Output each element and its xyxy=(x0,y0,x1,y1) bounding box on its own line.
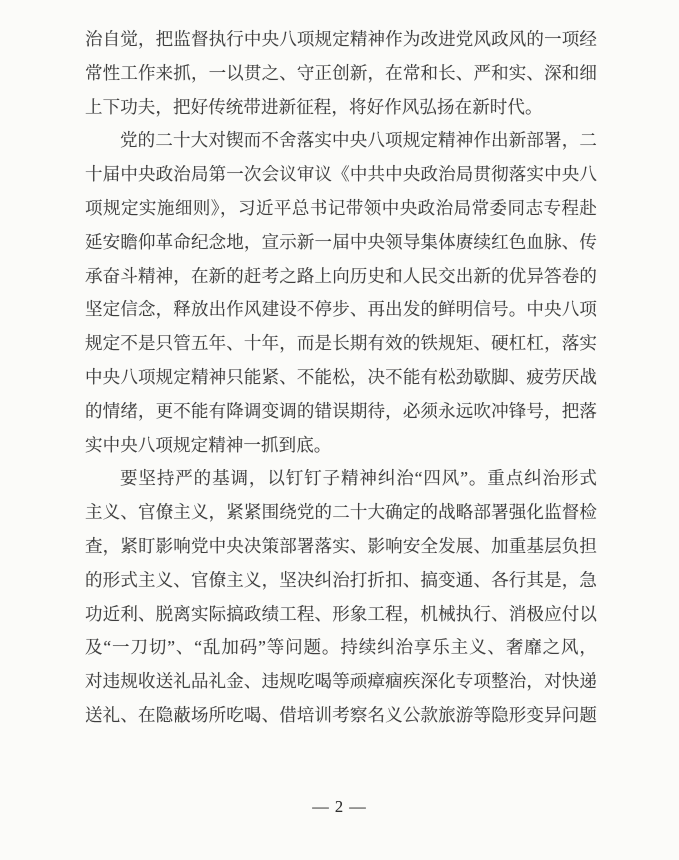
text-line: 坚定信念，释放出作风建设不停步、再出发的鲜明信号。中央八项 xyxy=(85,299,597,320)
text-line: 及“一刀切”、“乱加码”等问题。持续纠治享乐主义、奢靡之风， xyxy=(85,637,597,658)
text-line: 项规定实施细则》，习近平总书记带领中央政治局常委同志专程赴 xyxy=(85,197,597,218)
text-line: 查，紧盯影响党中央决策部署落实、影响安全发展、加重基层负担 xyxy=(85,535,597,556)
paragraph xyxy=(85,124,597,462)
paragraph xyxy=(85,23,597,124)
text-line: 治自觉，把监督执行中央八项规定精神作为改进党风政风的一项经 xyxy=(85,29,597,49)
text-line: 实中央八项规定精神一抓到底。 xyxy=(85,434,332,455)
text-line: 规定不是只管五年、十年，而是长期有效的铁规矩、硬杠杠，落实 xyxy=(85,333,597,354)
text-line: 对违规收送礼品礼金、违规吃喝等顽瘴痼疾深化专项整治，对快递 xyxy=(85,671,597,692)
text-line: 送礼、在隐蔽场所吃喝、借培训考察名义公款旅游等隐形变异问题 xyxy=(85,704,597,725)
text-line: 常性工作来抓，一以贯之、守正创新，在常和长、严和实、深和细 xyxy=(85,62,597,83)
text-line: 的形式主义、官僚主义，坚决纠治打折扣、搞变通、各行其是，急 xyxy=(85,569,597,590)
text-line: 延安瞻仰革命纪念地，宣示新一届中央领导集体赓续红色血脉、传 xyxy=(85,231,597,252)
text-line: 上下功夫，把好传统带进新征程，将好作风弘扬在新时代。 xyxy=(85,96,543,117)
text-line: 要坚持严的基调，以钉钉子精神纠治“四风”。重点纠治形式 xyxy=(120,468,597,489)
text-line: 功近利、脱离实际搞政绩工程、形象工程，机械执行、消极应付以 xyxy=(85,603,597,624)
text-line: 中央八项规定精神只能紧、不能松，决不能有松劲歇脚、疲劳厌战 xyxy=(85,366,597,387)
document-body-text xyxy=(85,23,597,733)
paragraph xyxy=(85,462,597,732)
text-line: 十届中央政治局第一次会议审议《中共中央政治局贯彻落实中央八 xyxy=(85,164,597,185)
page-footer xyxy=(0,796,679,818)
text-line: 党的二十大对锲而不舍落实中央八项规定精神作出新部署，二 xyxy=(120,130,597,151)
text-line: 的情绪，更不能有降调变调的错误期待，必须永远吹冲锋号，把落 xyxy=(85,400,597,421)
text-line: 主义、官僚主义，紧紧围绕党的二十大确定的战略部署强化监督检 xyxy=(85,502,597,523)
page-number: — 2 — xyxy=(312,797,367,816)
text-line: 承奋斗精神，在新的赶考之路上向历史和人民交出新的优异答卷的 xyxy=(85,265,597,286)
